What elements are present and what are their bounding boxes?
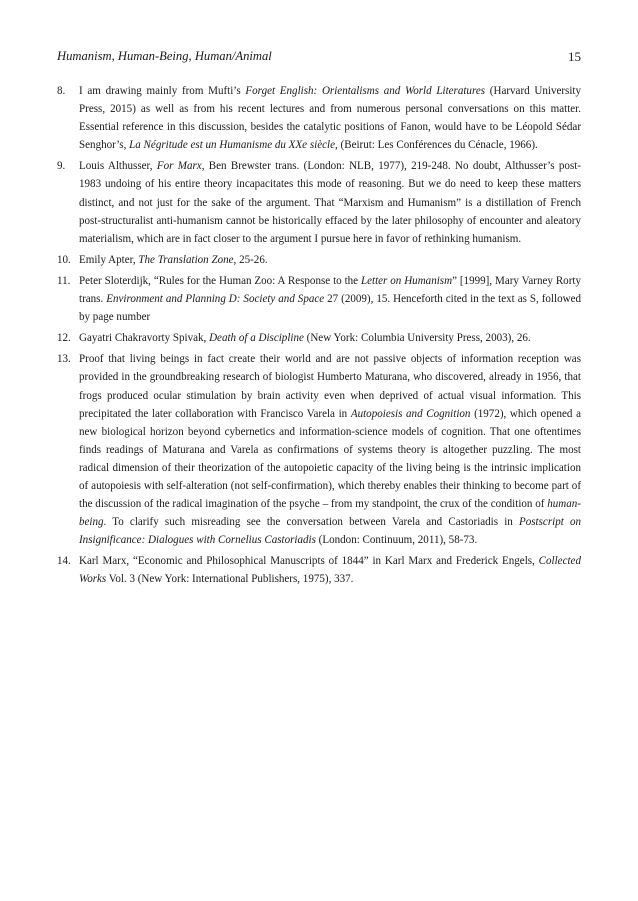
endnote-text xyxy=(79,272,581,326)
note-text-run: Karl Marx, “Economic and Philosophical Manuscripts of 1844” in Karl Marx and Frederick Engels, xyxy=(79,555,539,568)
endnote-text xyxy=(79,82,581,154)
note-text-run: , 25-26. xyxy=(233,253,268,266)
note-text-run: Emily Apter, xyxy=(79,253,139,266)
italic-title: Forget English: Orientalisms and World Literatures xyxy=(245,85,486,97)
italic-title: Collected Works xyxy=(79,555,581,586)
endnote-11 xyxy=(57,272,581,329)
note-text-run: 27 (2009), 15. Henceforth cited in the text as S, followed by page number xyxy=(79,293,581,324)
endnote-number: 10. xyxy=(57,253,71,266)
note-text-run: , Ben Brewster trans. (London: NLB, 1977), 219-248. No doubt, Althusser’s post-1983 undoing of his entire theory incapacitates this mode of reasoning. But we do need to keep these matters distinct, and not just for the sake of the argument. That “Marxism and Humanism” is a distillation of French post-structuralist anti-humanism cannot be historically effaced by the later philosophy of encounter and aleatory materialism, which are in fact closer to the argument I pursue here in favor of rethinking humanism. xyxy=(79,160,581,245)
endnote-number: 14. xyxy=(57,555,71,568)
note-text-run: Gayatri Chakravorty Spivak, xyxy=(79,332,210,345)
italic-title: Death of a Discipline xyxy=(209,332,304,345)
endnote-8 xyxy=(57,82,581,157)
note-text-run: Vol. 3 (New York: International Publishers, 1975), 337. xyxy=(106,573,354,586)
endnote-text xyxy=(79,251,581,269)
note-text-run: Proof that living beings in fact create their world and are not passive objects of information reception was provided in the groundbreaking research of biologist Humberto Maturana, who discovered, already in 1956, that frogs produced ocular stimulation by brain activity even when deprived of actual visual information. This precipitated the later collaboration with Francisco Varela in xyxy=(79,353,581,420)
italic-title: The Translation Zone xyxy=(138,253,234,266)
endnote-number: 11. xyxy=(57,274,71,287)
endnote-9 xyxy=(57,157,581,250)
italic-title: Autopoiesis and Cognition xyxy=(350,407,471,420)
endnote-number: 12. xyxy=(57,332,71,345)
running-header xyxy=(57,49,581,69)
endnote-text xyxy=(79,552,581,588)
note-text-run: (New York: Columbia University Press, 2003), 26. xyxy=(303,332,531,345)
endnote-number: 8. xyxy=(57,85,66,97)
note-text-run: (1972), which opened a new biological horizon beyond cybernetics and information-science models of cognition. That one oftentimes finds readings of Maturana and Varela as confirmations of systems theory is altogether puzzling. The most radical dimension of their theorization of the autopoietic capacity of the living being is the intrinsic implication of autopoiesis with self-alteration (not self-confirmation), which thereby enables their thinking to become part of the discussion of the radical imagination of the psyche – from my standpoint, the crux of the condition of xyxy=(79,407,582,511)
italic-title: La Négritude est un Humanisme du XXe siècle xyxy=(129,139,335,152)
italic-title: Environment and Planning D: Society and Space xyxy=(106,293,325,306)
italic-title: For Marx xyxy=(156,160,202,173)
page-number: 15 xyxy=(568,49,581,64)
note-text-run: ” [1999], Mary Varney Rorty trans. xyxy=(79,274,581,306)
italic-title: Letter on Humanism xyxy=(360,274,453,287)
note-text-run: . To clarify such misreading see the conversation between Varela and Castoriadis in xyxy=(103,516,519,529)
endnote-10 xyxy=(57,251,581,272)
note-text-run: , (Beirut: Les Conférences du Cénacle, 1966). xyxy=(335,139,538,152)
endnote-text xyxy=(79,350,581,549)
italic-title: human-being xyxy=(79,498,581,529)
endnotes-list xyxy=(57,82,581,592)
endnote-number: 13. xyxy=(57,353,71,366)
note-text-run: Peter Sloterdijk, “Rules for the Human Zoo: A Response to the xyxy=(79,274,361,287)
italic-title: Postscript on Insignificance: Dialogues with Cornelius Castoriadis xyxy=(79,516,581,547)
endnote-number: 9. xyxy=(57,160,66,173)
endnote-12 xyxy=(57,329,581,350)
note-text-run: (London: Continuum, 2011), 58-73. xyxy=(315,534,478,547)
note-text-run: (Harvard University Press, 2015) as well as from his recent lectures and from numerous personal conversations on this matter. Essential reference in this discussion, besides the catalytic positions of Fanon, would have to be Léopold Sédar Senghor’s, xyxy=(79,85,582,152)
note-text-run: I am drawing mainly from Mufti’s xyxy=(79,85,246,97)
endnote-14 xyxy=(57,552,581,591)
endnote-13 xyxy=(57,350,581,552)
endnote-text xyxy=(79,329,581,347)
note-text-run: Louis Althusser, xyxy=(79,160,157,173)
endnote-text xyxy=(79,157,581,247)
running-title: Humanism, Human-Being, Human/Animal xyxy=(57,49,272,63)
